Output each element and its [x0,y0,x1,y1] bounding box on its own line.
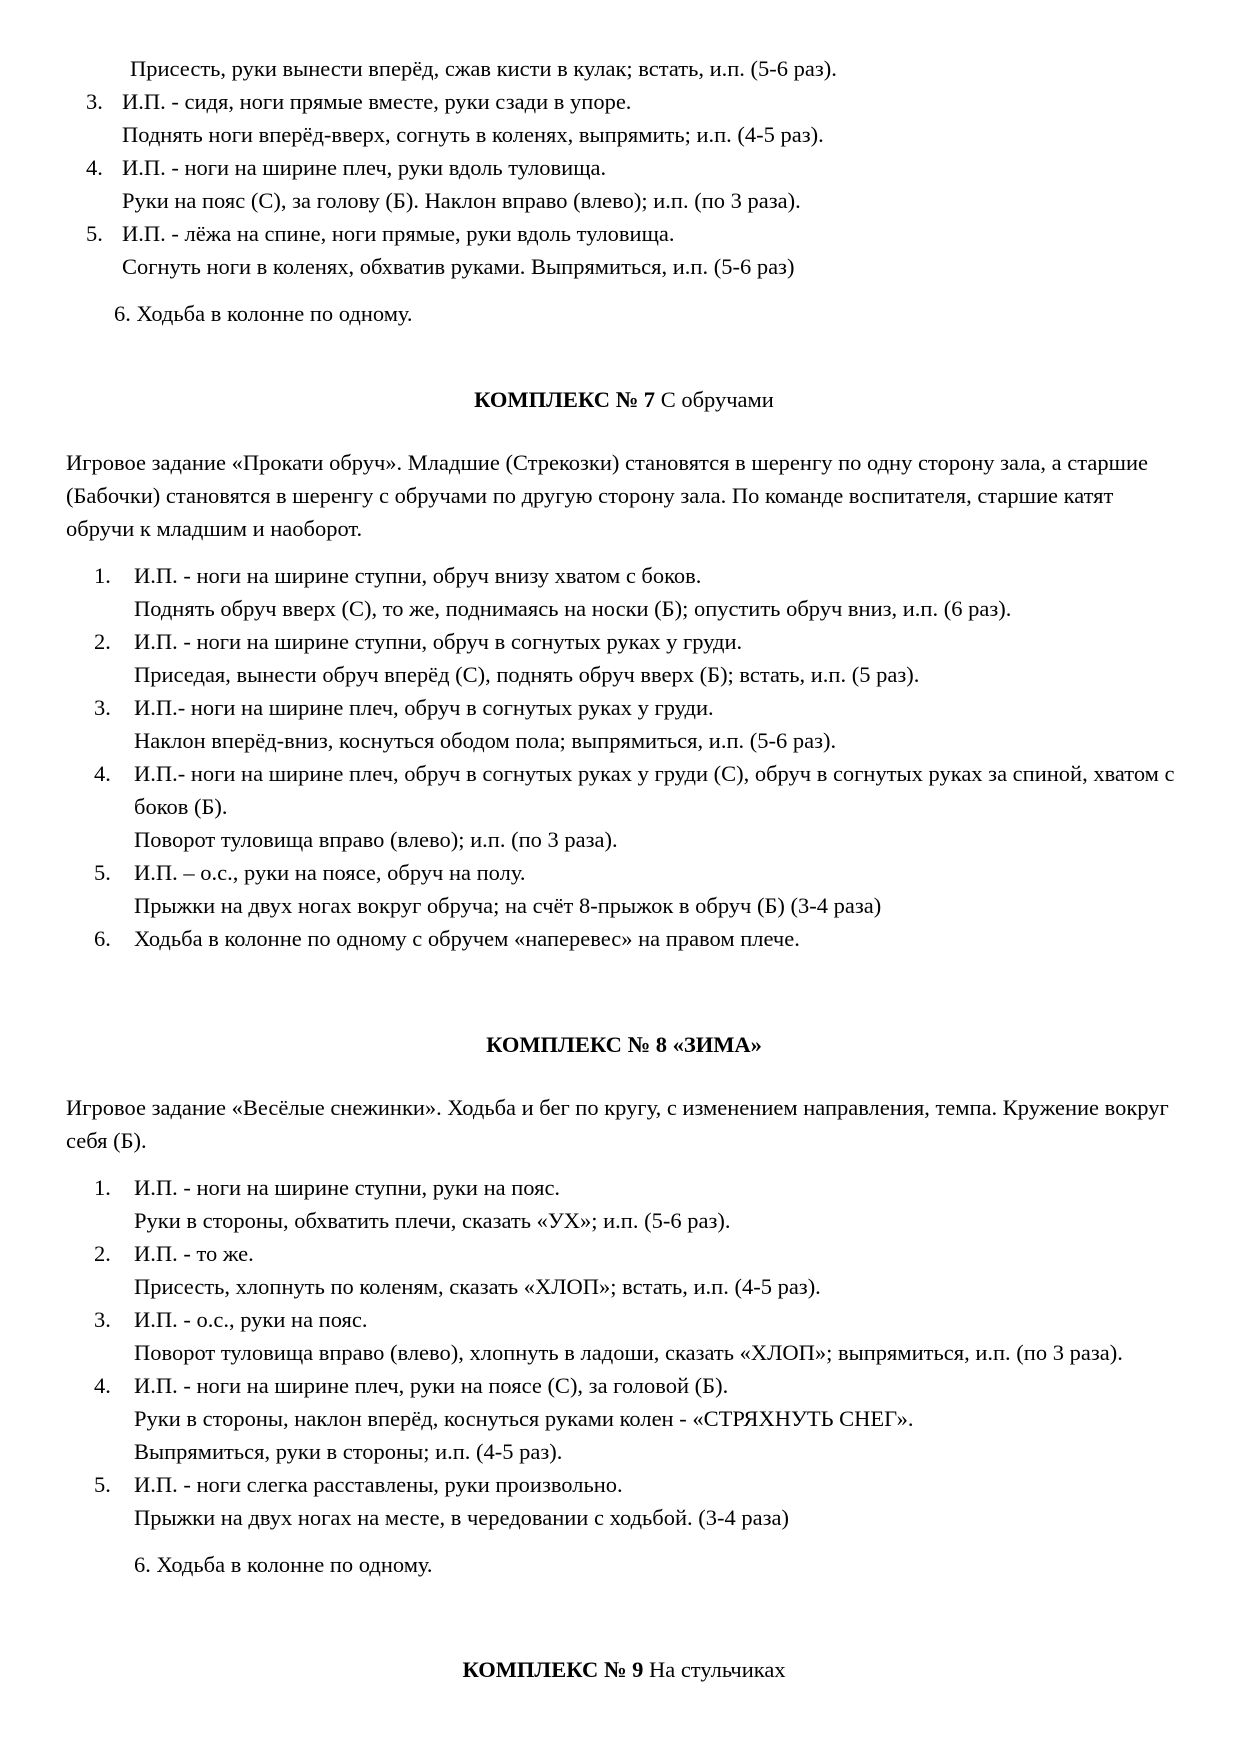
complex7-heading-title: С обручами [655,386,774,412]
list-marker: 1. [94,1174,111,1200]
top-fragment-list [66,85,1182,283]
list-marker: 4. [86,155,103,181]
list-line-primary: И.П. - ноги на ширине плеч, руки на поясе (С), за головой (Б). [134,1373,729,1399]
list-line-primary: И.П.- ноги на ширине плеч, обруч в согнутых руках у груди (С), обруч в согнутых руках за спиной, хватом с боков (Б). [134,761,1175,820]
list-line-primary: И.П. - ноги слегка расставлены, руки произвольно. [134,1472,623,1498]
list-line-secondary: Поворот туловища вправо (влево), хлопнуть в ладоши, сказать «ХЛОП»; выпрямиться, и.п. (по 3 раза). [134,1340,1123,1365]
list-line-primary: И.П. - лёжа на спине, ноги прямые, руки вдоль туловища. [122,221,675,247]
list-line-secondary: Прыжки на двух ногах вокруг обруча; на счёт 8-прыжок в обруч (Б) (3-4 раза) [134,893,882,919]
list-marker: 5. [94,860,111,886]
complex9-heading [66,1653,1182,1686]
list-item [66,1303,1182,1369]
list-marker: 3. [94,1306,111,1332]
list-marker: 2. [94,628,111,654]
list-item [66,856,1182,922]
list-line-primary: И.П. - то же. [134,1240,254,1266]
list-item [66,217,1182,283]
list-line-secondary: Приседая, вынести обруч вперёд (С), поднять обруч вверх (Б); встать, и.п. (5 раз). [134,661,920,687]
list-line-primary: И.П. - сидя, ноги прямые вместе, руки сзади в упоре. [122,89,632,115]
list-line-secondary: Наклон вперёд-вниз, коснуться ободом пола; выпрямиться, и.п. (5-6 раз). [134,728,837,754]
document-body [66,52,1182,1687]
list-marker: 3. [86,89,103,115]
list-line-primary: И.П.- ноги на ширине плеч, обруч в согнутых руках у груди. [134,695,714,720]
complex7-intro: Игровое задание «Прокати обруч». Младшие (Стрекозки) становятся в шеренгу по одну сторону зала, а старшие (Бабочки) становятся в шеренгу с обручами по другую сторону зала. По команде воспитателя, старшие катят обручи к младшим и наоборот. [66,449,1148,541]
spacer [66,1157,1182,1171]
spacer [66,331,1182,383]
list-marker: 5. [86,221,103,247]
list-marker: 6. [94,926,111,952]
complex8-intro: Игровое задание «Весёлые снежинки». Ходьба и бег по кругу, с изменением направления, темпа. Кружение вокруг себя (Б). [66,1094,1169,1153]
list-line-tertiary: Выпрямиться, руки в стороны; и.п. (4-5 раз). [134,1439,563,1465]
complex8-list [66,1171,1182,1535]
complex9-heading-title: На стульчиках [643,1657,786,1683]
complex8-final-step: 6. Ходьба в колонне по одному. [134,1552,433,1578]
list-line-primary: И.П. - ноги на ширине ступни, руки на пояс. [134,1174,561,1200]
list-item [66,1171,1182,1237]
continuation-line: Присесть, руки вынести вперёд, сжав кисти в кулак; встать, и.п. (5-6 раз). [130,56,837,81]
list-marker: 4. [94,1373,111,1399]
list-line-secondary: Руки на пояс (С), за голову (Б). Наклон вправо (влево); и.п. (по 3 раза). [122,188,801,214]
spacer [66,1534,1182,1548]
list-item [66,691,1182,757]
list-item [66,922,1182,955]
list-item [66,1237,1182,1303]
spacer [66,416,1182,446]
complex9-heading-number: КОМПЛЕКС № 9 [462,1657,644,1683]
list-item [66,559,1182,625]
complex8-heading [66,1028,1182,1061]
list-marker: 4. [94,761,111,787]
list-item [66,151,1182,217]
list-line-secondary: Поворот туловища вправо (влево); и.п. (по 3 раза). [134,827,618,853]
list-item [66,85,1182,151]
complex7-heading-number: КОМПЛЕКС № 7 [474,386,656,412]
list-item [66,625,1182,691]
spacer [66,545,1182,559]
complex8-heading-number: КОМПЛЕКС № 8 «ЗИМА» [486,1031,762,1057]
list-line-secondary: Поднять ноги вперёд-вверх, согнуть в коленях, выпрямить; и.п. (4-5 раз). [122,122,824,148]
list-marker: 5. [94,1472,111,1498]
list-line-primary: Ходьба в колонне по одному с обручем «наперевес» на правом плече. [134,926,800,952]
list-marker: 1. [94,562,111,588]
list-item [66,1468,1182,1534]
spacer [66,1061,1182,1091]
list-line-secondary: Поднять обруч вверх (С), то же, поднимаясь на носки (Б); опустить обруч вниз, и.п. (6 раз). [134,595,1012,621]
top-fragment-final-step: 6. Ходьба в колонне по одному. [114,301,413,327]
list-marker: 3. [94,695,111,720]
list-line-primary: И.П. - о.с., руки на пояс. [134,1306,368,1332]
list-line-secondary: Присесть, хлопнуть по коленям, сказать «ХЛОП»; встать, и.п. (4-5 раз). [134,1273,821,1299]
spacer [66,1581,1182,1653]
spacer [66,956,1182,1028]
complex7-heading [66,383,1182,416]
list-item [66,757,1182,856]
list-line-primary: И.П. - ноги на ширине ступни, обруч в согнутых руках у груди. [134,628,743,654]
list-line-secondary: Согнуть ноги в коленях, обхватив руками. Выпрямиться, и.п. (5-6 раз) [122,254,795,280]
list-line-secondary: Руки в стороны, наклон вперёд, коснуться руками колен - «СТРЯХНУТЬ СНЕГ». [134,1406,914,1432]
list-line-primary: И.П. - ноги на ширине ступни, обруч внизу хватом с боков. [134,562,702,588]
list-marker: 2. [94,1240,111,1266]
list-item [66,1369,1182,1468]
complex7-list [66,559,1182,956]
list-line-primary: И.П. – о.с., руки на поясе, обруч на полу. [134,860,526,886]
spacer [66,283,1182,297]
list-line-secondary: Руки в стороны, обхватить плечи, сказать «УХ»; и.п. (5-6 раз). [134,1207,731,1233]
list-line-primary: И.П. - ноги на ширине плеч, руки вдоль туловища. [122,155,607,181]
list-line-secondary: Прыжки на двух ногах на месте, в чередовании с ходьбой. (3-4 раза) [134,1505,789,1531]
